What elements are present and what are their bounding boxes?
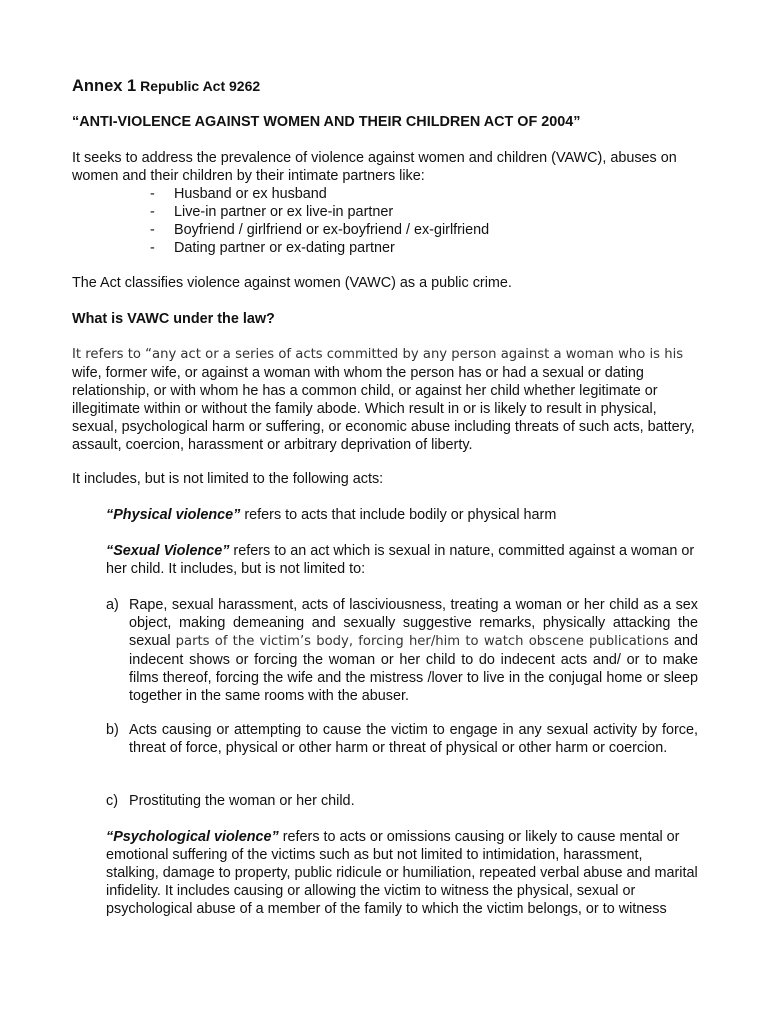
physical-violence-term: “Physical violence” [106, 507, 241, 523]
list-item: - Live-in partner or ex live-in partner [150, 204, 394, 220]
dash-marker: - [150, 186, 155, 202]
physical-violence-desc: refers to acts that include bodily or physical harm [240, 507, 557, 523]
definition-first-line: It refers to “any act or a series of acts committed by any person against a woman who is his [72, 347, 684, 362]
sexual-violence-paragraph [106, 542, 698, 578]
list-item: b) Acts causing or attempting to cause the victim to engage in any sexual activity by force, threat of force, physical or other harm or threat of physical or other harm or coercion. [106, 722, 698, 756]
includes-paragraph: It includes, but is not limited to the following acts: [72, 471, 384, 487]
sexual-violence-desc: refers to an act which is sexual in nature, committed against a woman or her child. It includes, but is not limited to: [106, 543, 695, 577]
list-item: - Boyfriend / girlfriend or ex-boyfriend / ex-girlfriend [150, 222, 490, 238]
sexual-violence-list-b [106, 721, 698, 757]
list-item: c) Prostituting the woman or her child. [106, 793, 355, 809]
annex-label: Annex 1 [72, 77, 137, 95]
classification-paragraph: The Act classifies violence against women (VAWC) as a public crime. [72, 275, 512, 291]
item-label: a) [106, 597, 119, 613]
annex-heading [72, 77, 697, 95]
dash-marker: - [150, 204, 155, 220]
act-number: Republic Act 9262 [140, 78, 261, 94]
vawc-heading: What is VAWC under the law? [72, 311, 275, 327]
intro-paragraph: It seeks to address the prevalence of violence against women and children (VAWC), abuses on women and their children by their intimate partners like: [72, 150, 677, 184]
list-item: a) Rape, sexual harassment, acts of lasciviousness, treating a woman or her child as a sex object, making demeaning and sexually suggestive remarks, physically attacking the sexual parts of the victim’s body, forcing her/him to watch obscene publications and indecent shows or forcing the woman or her child to do indecent acts and/ or to make films thereof, forcing the wife and the mistress /lover to live in the conjugal home or sleep together in the same rooms with the abuser. [106, 597, 698, 704]
item-label: c) [106, 793, 118, 809]
act-title: “ANTI-VIOLENCE AGAINST WOMEN AND THEIR CHILDREN ACT OF 2004” [72, 114, 581, 130]
psychological-violence-paragraph [106, 828, 698, 918]
dash-marker: - [150, 240, 155, 256]
item-label: b) [106, 722, 119, 738]
partner-list [150, 185, 489, 257]
list-item: - Husband or ex husband [150, 186, 327, 202]
psychological-violence-desc: refers to acts or omissions causing or likely to cause mental or emotional suffering of the victims such as but not limited to intimidation, harassment, stalking, damage to property, public ridicule or humiliation, repeated verbal abuse and marital infidelity. It includes causing or allowing the victim to witness the physical, sexual or psychological abuse of a member of the family to which the victim belongs, or to witness [106, 829, 698, 917]
vawc-definition [72, 345, 697, 454]
list-item: - Dating partner or ex-dating partner [150, 240, 395, 256]
dash-marker: - [150, 222, 155, 238]
sexual-violence-list-a [106, 596, 698, 705]
definition-rest: wife, former wife, or against a woman with whom the person has or had a sexual or dating relationship, or with whom he has a common child, or against her child whether legitimate or illegitimate within or without the family abode. Which result in or is likely to result in physical, sexual, psychological harm or suffering, or economic abuse including threats of such acts, battery, assault, coercion, harassment or arbitrary deprivation of liberty. [72, 365, 695, 453]
sexual-violence-term: “Sexual Violence” [106, 543, 230, 559]
physical-violence-paragraph [106, 506, 698, 524]
sexual-violence-list-c [106, 792, 698, 810]
psychological-violence-term: “Psychological violence” [106, 829, 279, 845]
